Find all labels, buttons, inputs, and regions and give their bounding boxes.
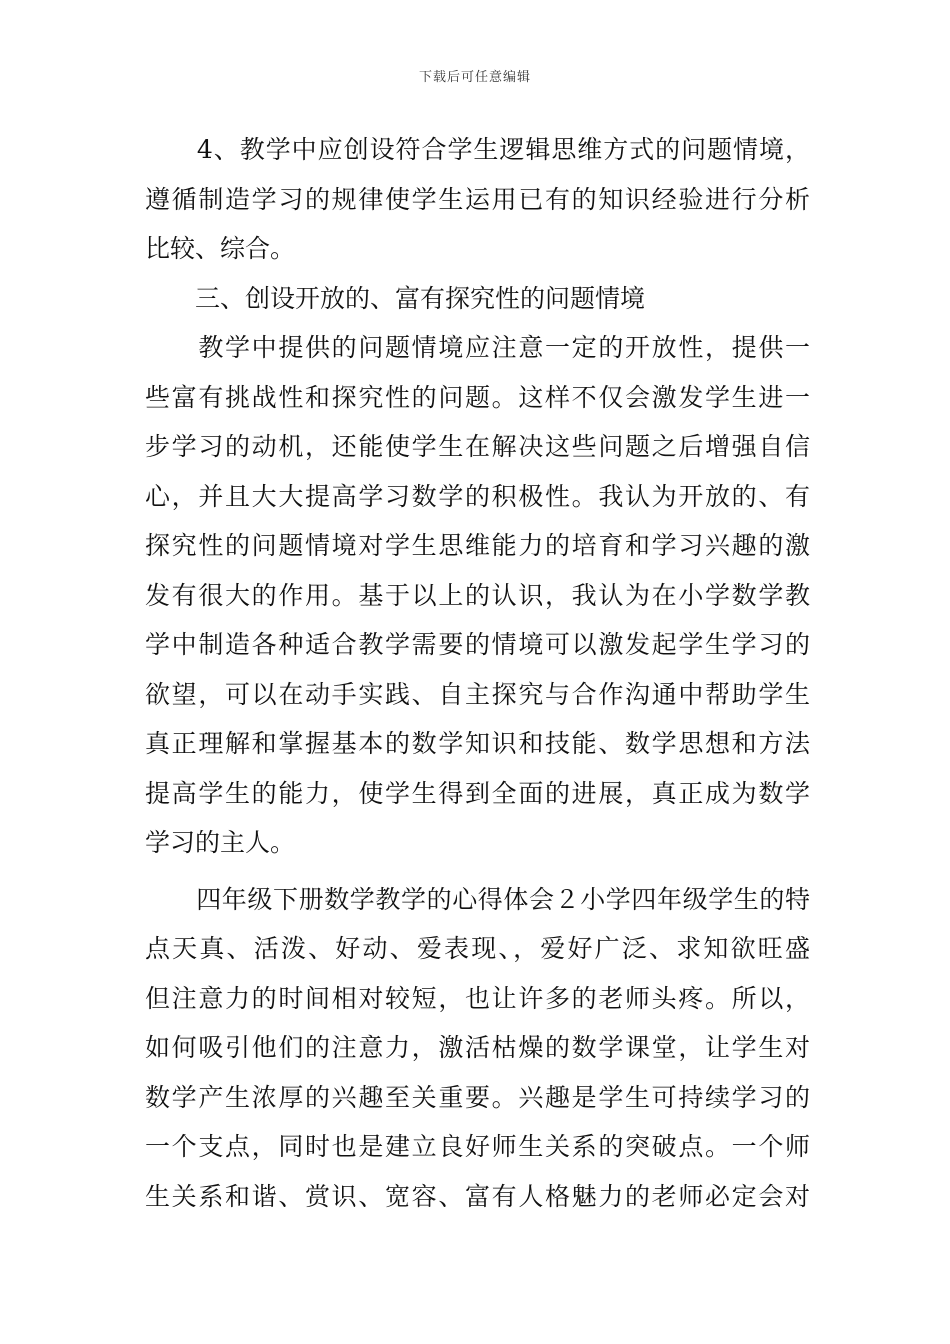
paragraph-3 <box>145 880 810 1227</box>
text-line: 但注意力的时间相对较短，也让许多的老师头疼。所以， <box>145 983 810 1013</box>
text-line: 心，并且大大提高学习数学的积极性。我认为开放的、有 <box>145 481 810 511</box>
text-line: 探究性的问题情境对学生思维能力的培育和学习兴趣的激 <box>145 531 810 560</box>
page-header: 下载后可任意编辑 <box>418 70 531 85</box>
text-line: 如何吸引他们的注意力，激活枯燥的数学课堂，让学生对 <box>145 1033 810 1062</box>
text-line: 4、教学中应创设符合学生逻辑思维方式的问题情境， <box>145 135 810 164</box>
text-line: 欲望，可以在动手实践、自主探究与合作沟通中帮助学生 <box>145 679 810 709</box>
text-line: 一个支点，同时也是建立良好师生关系的突破点。一个师 <box>145 1132 810 1161</box>
text-line: 真正理解和掌握基本的数学知识和技能、数学思想和方法 <box>145 729 810 758</box>
text-line: 提高学生的能力，使学生得到全面的进展，真正成为数学 <box>145 778 810 808</box>
text-line: 些富有挑战性和探究性的问题。这样不仅会激发学生进一 <box>145 382 810 412</box>
document-body <box>145 130 810 1226</box>
text-line: 步学习的动机，还能使学生在解决这些问题之后增强自信 <box>145 432 810 461</box>
text-line: 遵循制造学习的规律使学生运用已有的知识经验进行分析 <box>145 184 810 214</box>
paragraph-2 <box>145 328 810 873</box>
text-line: 学中制造各种适合教学需要的情境可以激发起学生学习的 <box>145 630 810 659</box>
text-line: 生关系和谐、赏识、宽容、富有人格魅力的老师必定会对 <box>145 1181 810 1211</box>
text-line: 四年级下册数学教学的心得体会２小学四年级学生的特 <box>145 884 810 914</box>
text-line: 数学产生浓厚的兴趣至关重要。兴趣是学生可持续学习的 <box>145 1082 810 1112</box>
text-line: 比较、综合。 <box>145 234 296 263</box>
text-line: 学习的主人。 <box>145 828 296 857</box>
text-line: 教学中提供的问题情境应注意一定的开放性，提供一 <box>145 333 810 362</box>
paragraph-1 <box>145 130 810 279</box>
section-heading <box>145 279 810 329</box>
text-line: 三、创设开放的、富有探究性的问题情境 <box>145 283 646 313</box>
text-line: 点天真、活泼、好动、爱表现、，爱好广泛、求知欲旺盛 <box>145 934 810 963</box>
text-line: 发有很大的作用。基于以上的认识，我认为在小学数学教 <box>145 580 810 610</box>
paragraph-gap <box>145 873 810 880</box>
